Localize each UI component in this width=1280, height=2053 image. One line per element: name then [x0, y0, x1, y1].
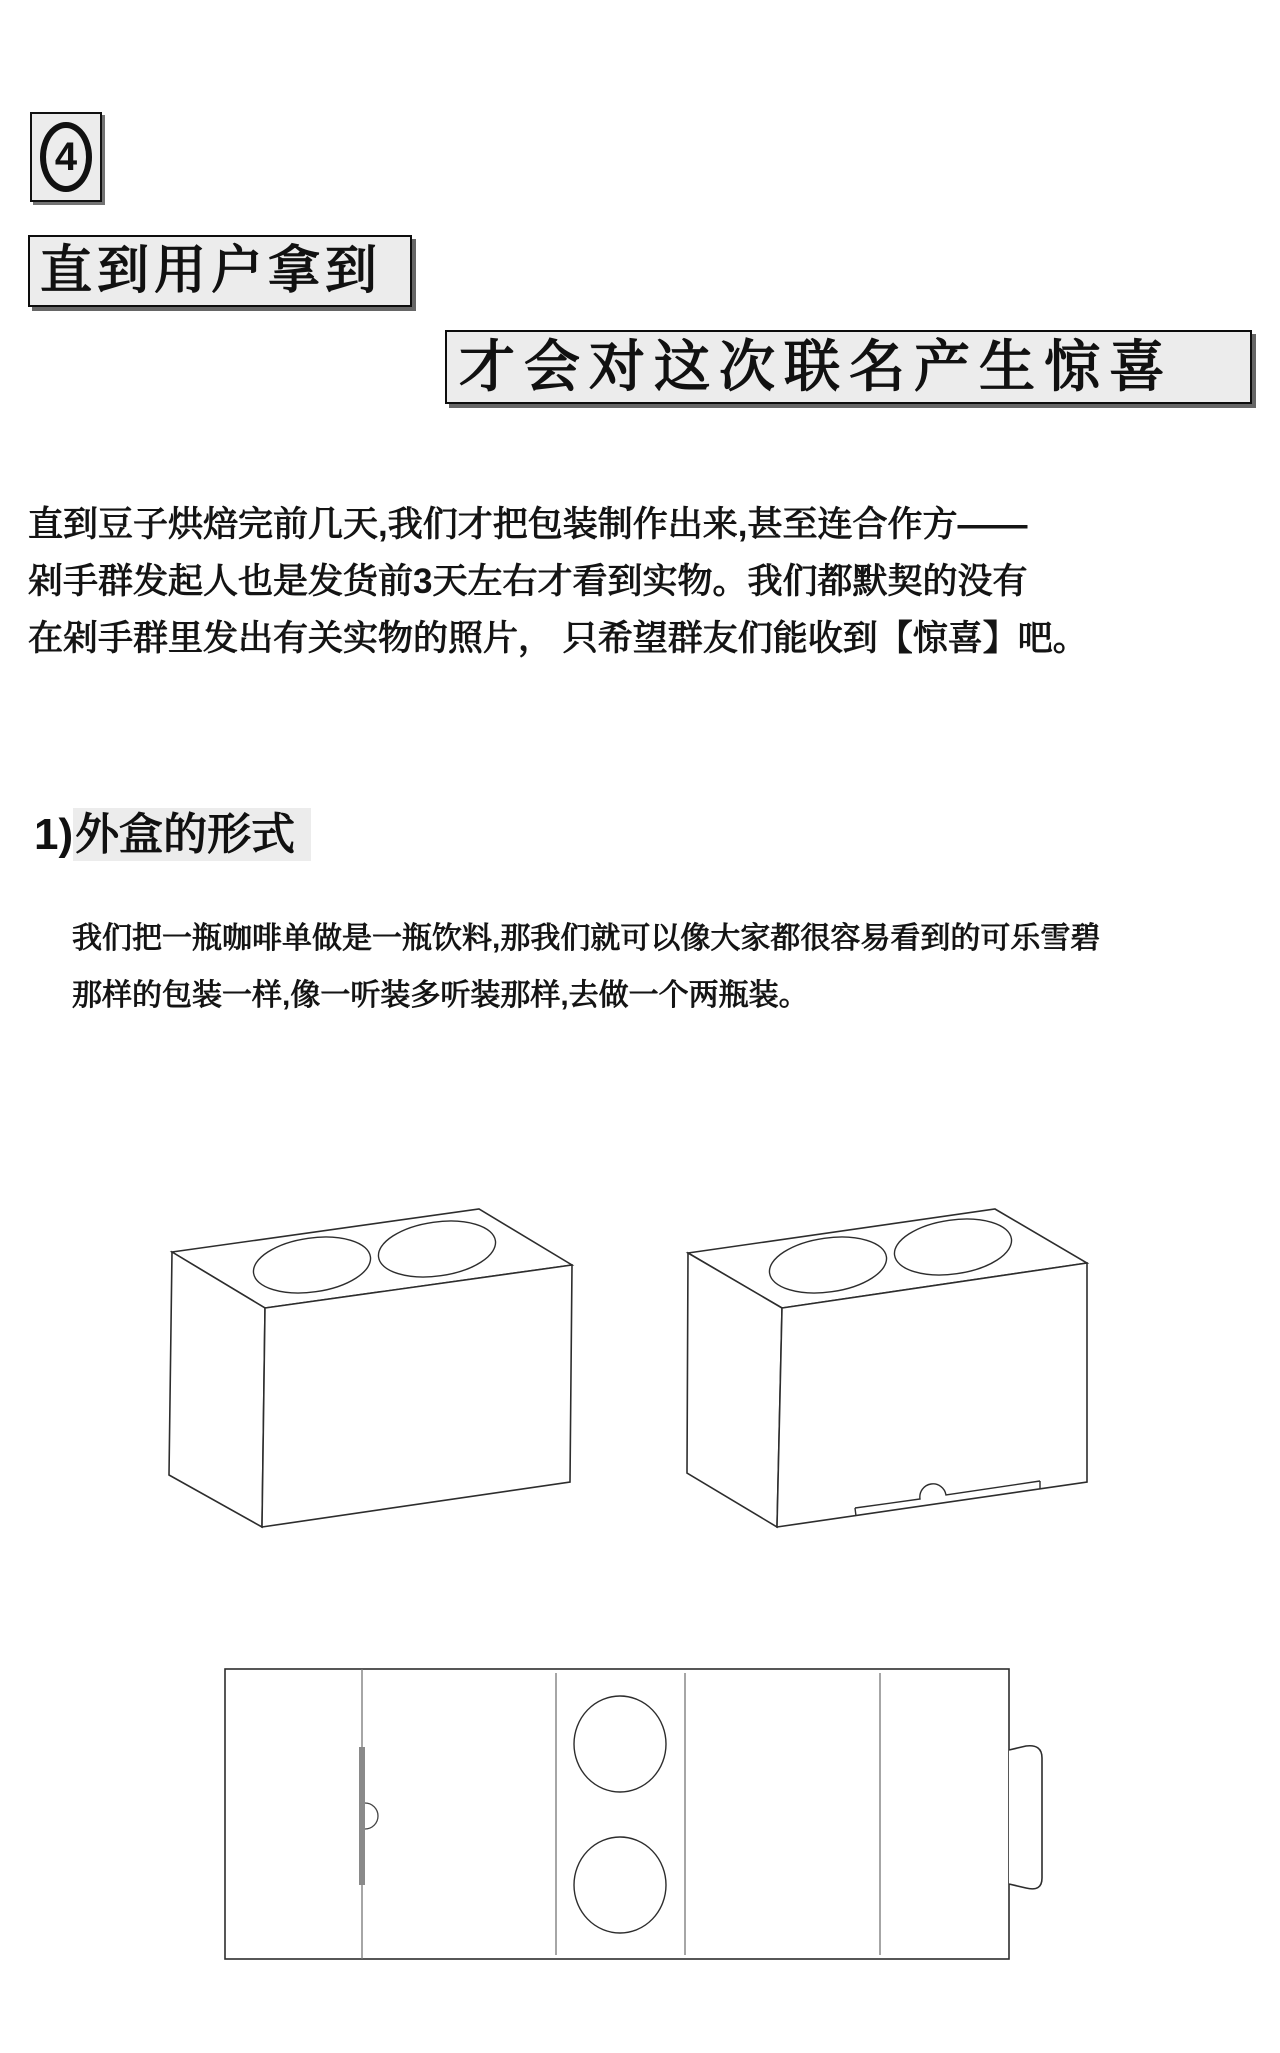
template-outline [225, 1669, 1009, 1959]
circled-number-icon [40, 122, 92, 192]
flat-box-template [225, 1669, 1042, 1959]
box-3d-with-notch [687, 1209, 1087, 1527]
section-heading-prefix: 1) [34, 810, 74, 859]
paragraph-line: 我们把一瓶咖啡单做是一瓶饮料,那我们就可以像大家都很容易看到的可乐雪碧 [72, 922, 1101, 955]
paragraph-line: 在剁手群里发出有关实物的照片， 只希望群友们能收到【惊喜】吧。 [28, 619, 1088, 658]
box-3d-closed [169, 1209, 572, 1527]
box-front-face [262, 1265, 572, 1527]
paragraph-line: 剁手群发起人也是发货前3天左右才看到实物。我们都默契的没有 [28, 562, 1028, 601]
packaging-sketches-figure [0, 1190, 1280, 2000]
headline-line-2: 才会对这次联名产生惊喜 [445, 330, 1252, 404]
badge-number: 4 [54, 135, 78, 179]
headline-line-1: 直到用户拿到 [28, 235, 412, 307]
paragraph-line: 那样的包装一样,像一听装多听装那样,去做一个两瓶装。 [72, 979, 809, 1012]
section-heading-text: 外盒的形式 [73, 808, 311, 861]
section-heading [34, 810, 311, 860]
section-number-badge [30, 112, 102, 202]
glue-strip [359, 1747, 365, 1885]
paragraph-line: 直到豆子烘焙完前几天,我们才把包装制作出来,甚至连合作方—— [28, 505, 1028, 544]
side-tab [1009, 1746, 1042, 1889]
packaging-sketches-svg [0, 1190, 1280, 2000]
section-paragraph [72, 910, 1100, 1024]
intro-paragraph [28, 496, 1088, 667]
